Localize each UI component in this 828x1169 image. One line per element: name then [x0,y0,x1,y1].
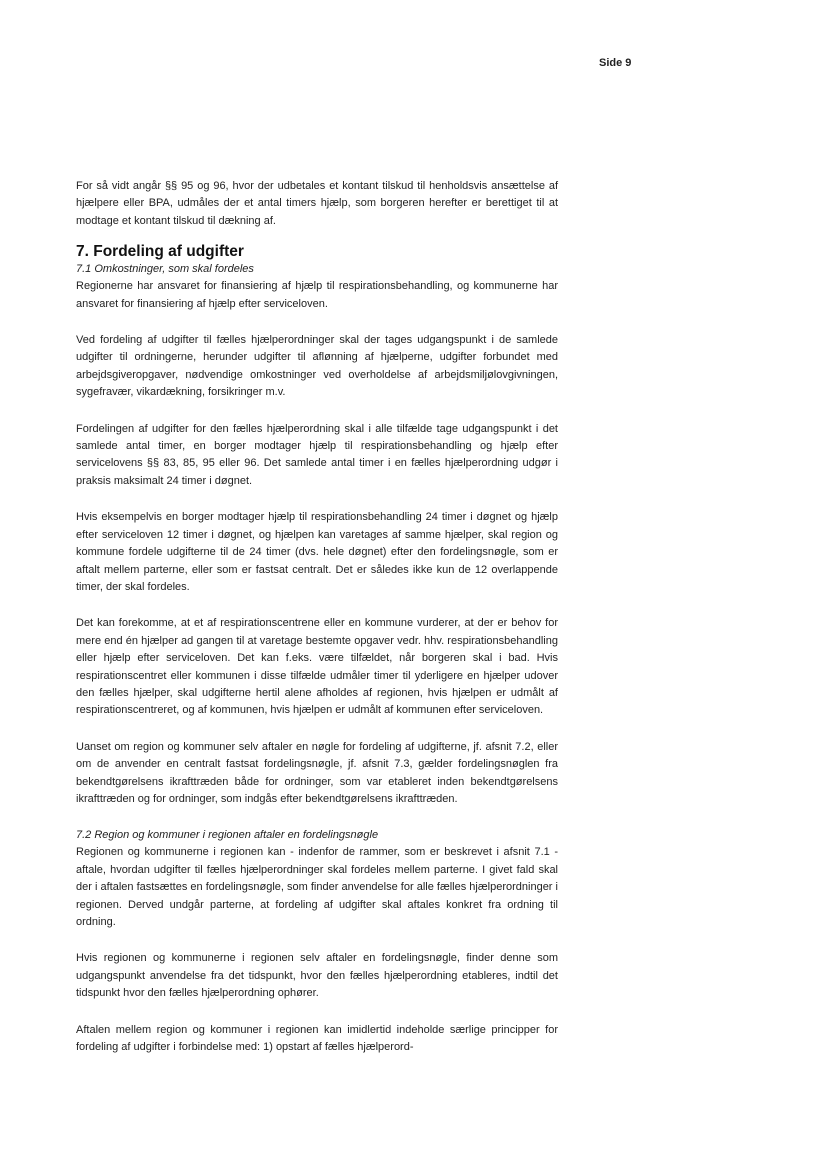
section-7-2-paragraph-1: Regionen og kommunerne i regionen kan - indenfor de rammer, som er beskrevet i afsnit 7.1 - aftale, hvordan udgifter til fælles hjælperordninger skal fordeles mellem parterne. I givet fald skal der i aftalen fastsættes en fordelingsnøgle, som finder anvendelse for alle fælles hjælperordninger i regionen. Derved undgår parterne, at fordeling af udgifter skal aftales konkret fra ordning til ordning. [76,846,558,928]
section-7-1-paragraph-6: Uanset om region og kommuner selv aftaler en nøgle for fordeling af udgifterne, jf. afsnit 7.2, eller om de anvender en centralt fastsat fordelingsnøgle, jf. afsnit 7.3, gælder fordelingsnøglen fra bekendtgørelsens ikrafttræden både for ordninger, som var etableret inden bekendtgørelsens ikrafttræden og for ordninger, som indgås efter bekendtgørelsens ikrafttræden. [76,740,558,805]
section-7-1-paragraph-2: Ved fordeling af udgifter til fælles hjælperordninger skal der tages udgangspunkt i de samlede udgifter til ordningerne, herunder udgifter til aflønning af hjælperne, udgifter forbundet med arbejdsgiveropgaver, nødvendige omkostninger ved overholdelse af arbejdsmiljølovgivningen, sygefravær, vikardækning, forsikringer m.v. [76,334,558,399]
section-7-1-heading: 7.1 Omkostninger, som skal fordeles [76,263,254,276]
section-7-1-paragraph-5: Det kan forekomme, at et af respirationscentrene eller en kommune vurderer, at der er behov for mere end én hjælper ad gangen til at varetage bestemte opgaver vedr. hhv. respirationsbehandling eller hjælp efter serviceloven. Det kan f.eks. være tilfældet, når borgeren skal i bad. Hvis respirationscentret eller kommunen i disse tilfælde udmåler timer til yderligere en hjælper udover den fælles hjælper, skal udgifterne hertil alene afholdes af regionen, hvis hjælpen er udmålt af respirationscentreret, og af kommunen, hvis hjælpen er udmålt af kommunen efter serviceloven. [76,617,558,717]
intro-paragraph: For så vidt angår §§ 95 og 96, hvor der udbetales et kontant tilskud til henholdsvis ansættelse af hjælpere eller BPA, udmåles der et antal timers hjælp, som borgeren herefter er berettiget til at modtage et kontant tilskud til dækning af. [76,180,558,227]
section-7-1-paragraph-4: Hvis eksempelvis en borger modtager hjælp til respirationsbehandling 24 timer i døgnet og hjælp efter serviceloven 12 timer i døgnet, og hjælpen kan varetages af samme hjælper, skal region og kommune fordele udgifterne til de 24 timer (dvs. hele døgnet) efter den fordelingsnøgle, som er aftalt mellem parterne, eller som er fastsat centralt. Det er således ikke kun de 12 overlappende timer, der skal fordeles. [76,511,558,593]
section-7-1-paragraph-3: Fordelingen af udgifter for den fælles hjælperordning skal i alle tilfælde tage udgangspunkt i det samlede antal timer, en borger modtager hjælp til respirationsbehandling og hjælp efter servicelovens §§ 83, 85, 95 eller 96. Det samlede antal timer i en fælles hjælperordning udgør i praksis maksimalt 24 timer i døgnet. [76,422,558,487]
section-7-2-heading: 7.2 Region og kommuner i regionen aftaler en fordelingsnøgle [76,829,379,842]
section-7-1-paragraph-1: Regionerne har ansvaret for finansiering af hjælp til respirationsbehandling, og kommunerne har ansvaret for finansiering af hjælp efter serviceloven. [76,280,558,310]
document-body [76,178,558,1056]
section-7-2-paragraph-3: Aftalen mellem region og kommuner i regionen kan imidlertid indeholde særlige principper for fordeling af udgifter i forbindelse med: 1) opstart af fælles hjælperord- [76,1023,558,1054]
page-number: Side 9 [599,57,632,69]
section-7-2-paragraph-2: Hvis regionen og kommunerne i regionen selv aftaler en fordelingsnøgle, finder denne som udgangspunkt anvendelse fra det tidspunkt, hvor den fælles hjælperordning etableres, indtil det tidspunkt hvor den fælles hjælperordning ophører. [76,952,558,1000]
section-7-heading: 7. Fordeling af udgifter [76,243,244,261]
